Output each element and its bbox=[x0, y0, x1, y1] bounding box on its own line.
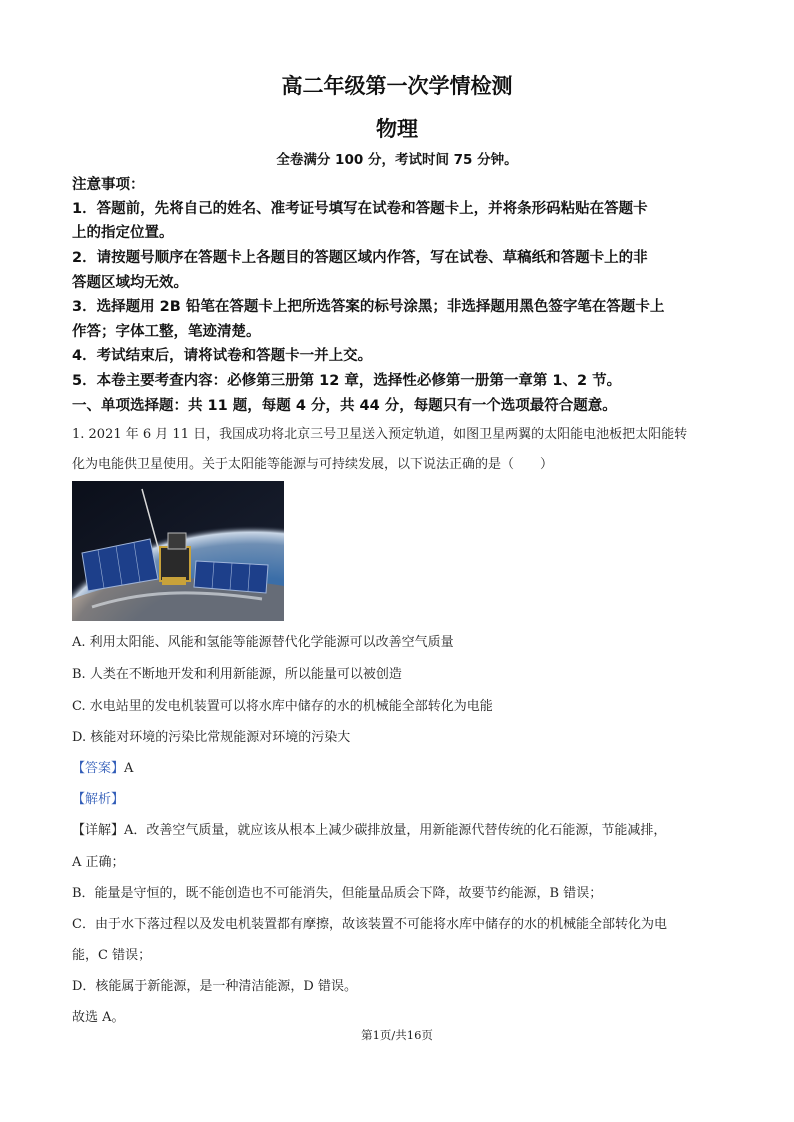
notice-line: 3．选择题用 2B 铅笔在答题卡上把所选答案的标号涂黑；非选择题用黑色签字笔在答题卡上 bbox=[72, 299, 665, 315]
notice-line: 4．考试结束后，请将试卷和答题卡一并上交。 bbox=[72, 348, 373, 364]
satellite-body bbox=[160, 547, 190, 581]
section-heading: 一、单项选择题：共 11 题，每题 4 分，共 44 分，每题只有一个选项最符合题意。 bbox=[72, 398, 617, 414]
option-b: B. 人类在不断地开发和利用新能源，所以能量可以被创造 bbox=[72, 667, 402, 682]
answer-value: A bbox=[124, 761, 134, 776]
detail-line: 能，C 错误； bbox=[72, 948, 152, 963]
answer-tag: 【答案】 bbox=[72, 761, 125, 776]
analysis-tag: 【解析】 bbox=[72, 792, 125, 807]
option-d: D. 核能对环境的污染比常规能源对环境的污染大 bbox=[72, 730, 351, 745]
notice-line: 2．请按题号顺序在答题卡上各题目的答题区域内作答，写在试卷、草稿纸和答题卡上的非 bbox=[72, 250, 648, 266]
exam-title: 高二年级第一次学情检测 bbox=[281, 74, 513, 98]
notice-line: 上的指定位置。 bbox=[72, 225, 174, 241]
satellite-instrument bbox=[168, 533, 186, 549]
notice-line: 作答；字体工整，笔迹清楚。 bbox=[72, 324, 261, 340]
question-stem: 化为电能供卫星使用。关于太阳能等能源与可持续发展，以下说法正确的是（ ） bbox=[72, 457, 554, 472]
option-a: A. 利用太阳能、风能和氢能等能源替代化学能源可以改善空气质量 bbox=[72, 635, 454, 650]
page-number: 第1页/共16页 bbox=[361, 1028, 433, 1042]
notice-heading: 注意事项： bbox=[72, 177, 145, 193]
satellite-base bbox=[162, 577, 186, 585]
exam-info: 全卷满分 100 分，考试时间 75 分钟。 bbox=[276, 152, 518, 168]
question-stem: 1. 2021 年 6 月 11 日，我国成功将北京三号卫星送入预定轨道，如图卫星两翼的太阳能电池板把太阳能转 bbox=[72, 427, 688, 442]
option-c: C. 水电站里的发电机装置可以将水库中储存的水的机械能全部转化为电能 bbox=[72, 699, 493, 714]
answer-line bbox=[72, 757, 133, 776]
notice-line: 5．本卷主要考查内容：必修第三册第 12 章，选择性必修第一册第一章第 1、2 节。 bbox=[72, 373, 622, 389]
detail-line bbox=[72, 819, 666, 838]
satellite-image bbox=[72, 481, 284, 621]
detail-line: 故选 A。 bbox=[72, 1010, 125, 1025]
detail-line: D．核能属于新能源，是一种清洁能源，D 错误。 bbox=[72, 979, 357, 994]
detail-text: A．改善空气质量，就应该从根本上减少碳排放量，用新能源代替传统的化石能源，节能减排， bbox=[124, 823, 667, 838]
notice-line: 1．答题前，先将自己的姓名、准考证号填写在试卷和答题卡上，并将条形码粘贴在答题卡 bbox=[72, 201, 648, 217]
notice-line: 答题区域均无效。 bbox=[72, 275, 188, 291]
detail-tag: 【详解】 bbox=[72, 823, 125, 838]
detail-line: C．由于水下落过程以及发电机装置都有摩擦，故该装置不可能将水库中储存的水的机械能全部转化为电 bbox=[72, 917, 667, 932]
subject-title: 物理 bbox=[376, 117, 418, 141]
detail-line: B．能量是守恒的，既不能创造也不可能消失，但能量品质会下降，故要节约能源，B 错误； bbox=[72, 886, 603, 901]
detail-line: A 正确； bbox=[72, 855, 125, 870]
